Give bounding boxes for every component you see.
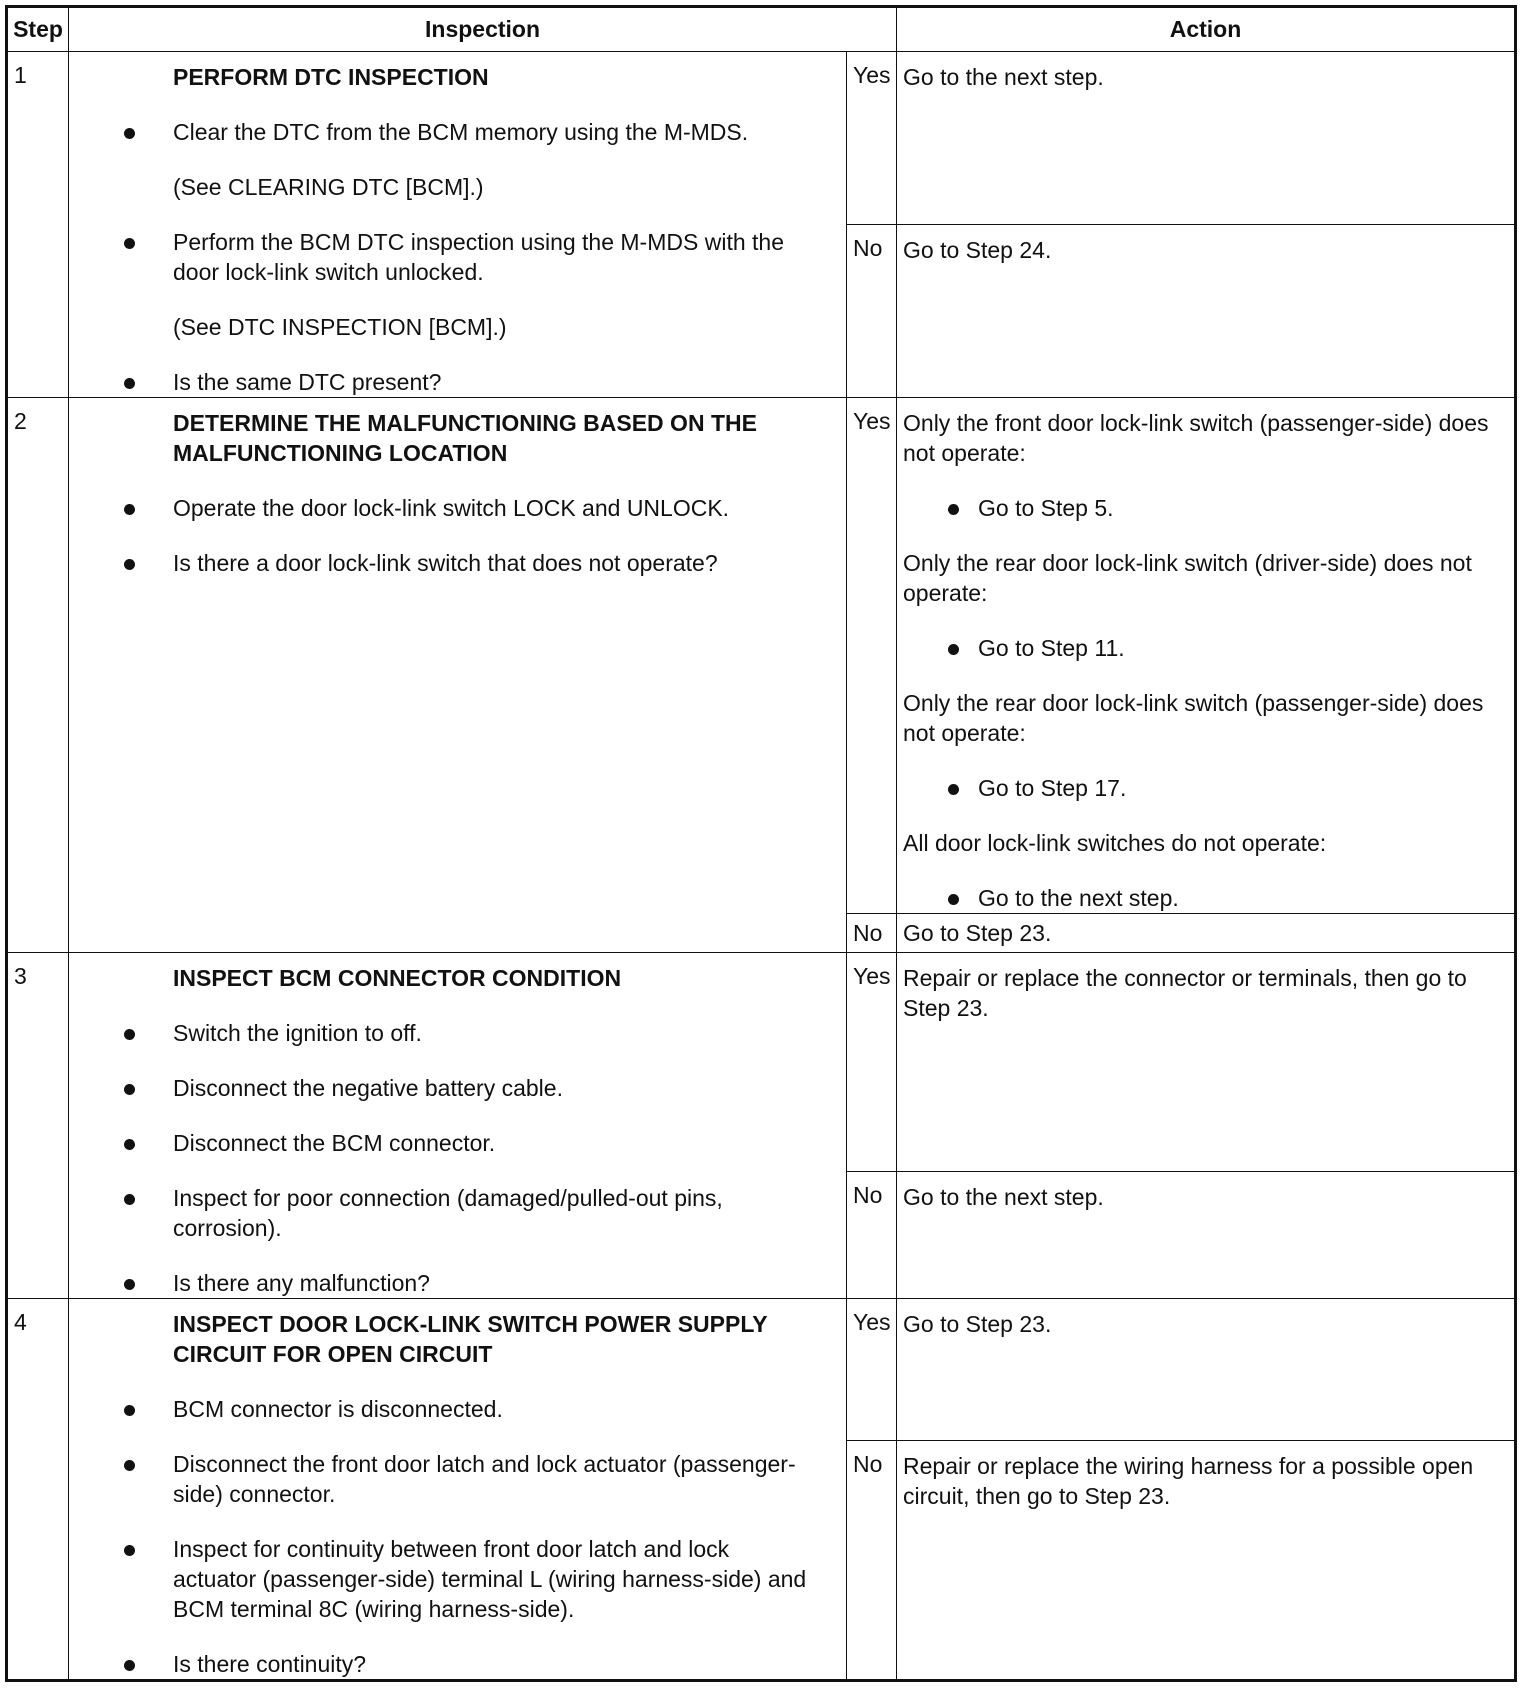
action-result: Go to Step 11.: [903, 633, 1504, 663]
inspection-item: Is the same DTC present?: [117, 367, 818, 397]
answer-yes: Yes: [847, 52, 897, 225]
bullet-icon: [124, 1660, 135, 1671]
inspection-item: Is there a door lock-link switch that does not operate?: [117, 548, 818, 578]
bullet-icon: [124, 128, 135, 139]
inspection-item: Is there continuity?: [117, 1649, 818, 1679]
answer-yes: Yes: [847, 398, 897, 914]
step-number: 3: [7, 953, 69, 1299]
bullet-icon: [948, 504, 959, 515]
action-condition: Only the rear door lock-link switch (driver-side) does not operate:: [903, 550, 1472, 606]
inspection-item: BCM connector is disconnected.: [117, 1394, 818, 1424]
bullet-icon: [124, 1405, 135, 1416]
action-no: Go to Step 24.: [897, 225, 1516, 398]
inspection-item: Clear the DTC from the BCM memory using the M-MDS.: [117, 117, 818, 147]
inspection-cell: [69, 52, 847, 398]
step-title: INSPECT DOOR LOCK-LINK SWITCH POWER SUPPLY CIRCUIT FOR OPEN CIRCUIT: [173, 1311, 768, 1367]
bullet-icon: [124, 1545, 135, 1556]
bullet-icon: [948, 784, 959, 795]
inspection-note: (See CLEARING DTC [BCM].): [173, 174, 484, 200]
header-inspection: Inspection: [69, 7, 897, 52]
action-no: Go to the next step.: [897, 1171, 1516, 1298]
diagnostic-page: [5, 5, 1514, 1686]
action-condition: Only the front door lock-link switch (passenger-side) does not operate:: [903, 410, 1489, 466]
action-condition: Only the rear door lock-link switch (passenger-side) does not operate:: [903, 690, 1484, 746]
bullet-icon: [948, 644, 959, 655]
inspection-note: (See DTC INSPECTION [BCM].): [173, 314, 507, 340]
inspection-item: Switch the ignition to off.: [117, 1018, 818, 1048]
bullet-icon: [124, 238, 135, 249]
answer-no: No: [847, 914, 897, 953]
step-3-row: [7, 953, 1516, 1172]
action-result: Go to Step 17.: [903, 773, 1504, 803]
inspection-cell: [69, 953, 847, 1299]
bullet-icon: [948, 894, 959, 905]
inspection-item: Disconnect the negative battery cable.: [117, 1073, 818, 1103]
bullet-icon: [124, 1460, 135, 1471]
answer-no: No: [847, 1171, 897, 1298]
step-number: 1: [7, 52, 69, 398]
step-number: 2: [7, 398, 69, 953]
header-action: Action: [897, 7, 1516, 52]
step-number: 4: [7, 1299, 69, 1681]
action-yes: Repair or replace the connector or terminals, then go to Step 23.: [897, 953, 1516, 1172]
bullet-icon: [124, 378, 135, 389]
inspection-cell: [69, 398, 847, 953]
action-condition: All door lock-link switches do not operate:: [903, 830, 1327, 856]
bullet-icon: [124, 1084, 135, 1095]
step-4-row: [7, 1299, 1516, 1441]
bullet-icon: [124, 1029, 135, 1040]
answer-yes: Yes: [847, 953, 897, 1172]
answer-no: No: [847, 1440, 897, 1680]
action-yes: [897, 398, 1516, 914]
inspection-item: Inspect for continuity between front door latch and lock actuator (passenger-side) terminal L (wiring harness-side) and BCM terminal 8C (wiring harness-side).: [117, 1534, 818, 1624]
step-2-row: [7, 398, 1516, 914]
answer-yes: Yes: [847, 1299, 897, 1441]
step-title: DETERMINE THE MALFUNCTIONING BASED ON THE MALFUNCTIONING LOCATION: [173, 410, 757, 466]
bullet-icon: [124, 1194, 135, 1205]
inspection-item: Disconnect the BCM connector.: [117, 1128, 818, 1158]
action-result: Go to the next step.: [903, 883, 1504, 913]
action-no: Go to Step 23.: [897, 914, 1516, 953]
step-1-row: [7, 52, 1516, 225]
bullet-icon: [124, 1279, 135, 1290]
inspection-cell: [69, 1299, 847, 1681]
inspection-item: Disconnect the front door latch and lock actuator (passenger-side) connector.: [117, 1449, 818, 1509]
bullet-icon: [124, 559, 135, 570]
bullet-icon: [124, 1139, 135, 1150]
inspection-item: Perform the BCM DTC inspection using the M-MDS with the door lock-link switch unlocked.: [117, 227, 818, 287]
inspection-item: Is there any malfunction?: [117, 1268, 818, 1298]
step-title: PERFORM DTC INSPECTION: [173, 64, 489, 90]
inspection-item: Operate the door lock-link switch LOCK and UNLOCK.: [117, 493, 818, 523]
bullet-icon: [124, 504, 135, 515]
inspection-item: Inspect for poor connection (damaged/pulled-out pins, corrosion).: [117, 1183, 818, 1243]
answer-no: No: [847, 225, 897, 398]
header-row: [7, 7, 1516, 52]
action-yes: Go to the next step.: [897, 52, 1516, 225]
diagnostic-table: [5, 5, 1517, 1682]
step-title: INSPECT BCM CONNECTOR CONDITION: [173, 965, 622, 991]
action-yes: Go to Step 23.: [897, 1299, 1516, 1441]
action-no: Repair or replace the wiring harness for a possible open circuit, then go to Step 23.: [897, 1440, 1516, 1680]
action-result: Go to Step 5.: [903, 493, 1504, 523]
header-step: Step: [7, 7, 69, 52]
